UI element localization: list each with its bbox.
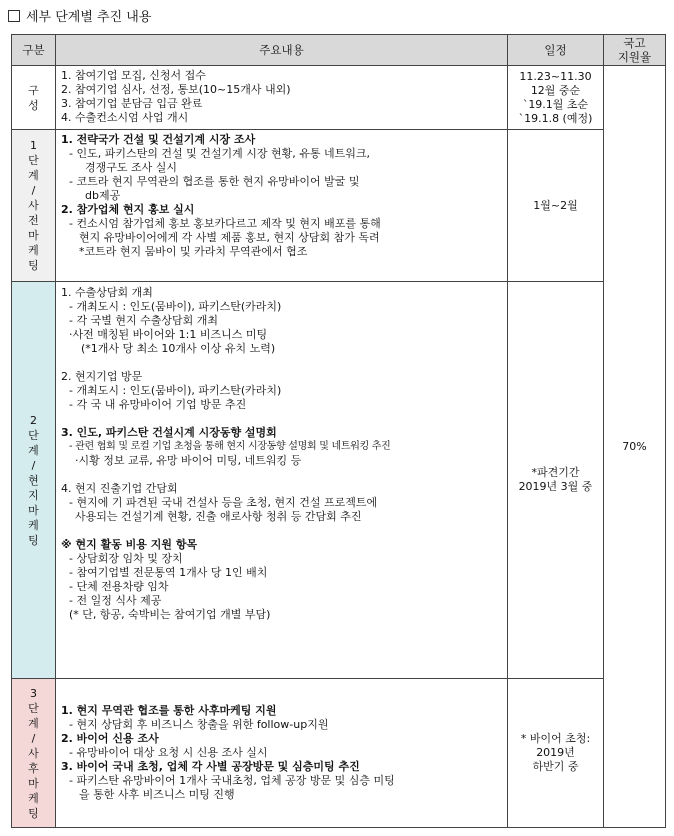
content-line: - 참여기업별 전문통역 1개사 당 1인 배치 bbox=[69, 566, 268, 579]
content-line: - 개최도시 : 인도(뭄바이), 파키스탄(카라치) bbox=[69, 300, 282, 313]
stage-char: 팅 bbox=[28, 806, 39, 820]
content-line: 3. 참여기업 분담금 입금 완료 bbox=[61, 97, 203, 110]
content-line: 2. 바이어 신용 조사 bbox=[61, 732, 159, 745]
stage-char: 팅 bbox=[28, 259, 39, 272]
stage-char: 케 bbox=[28, 791, 39, 805]
stage-char: 3 bbox=[30, 686, 37, 700]
content-spacer bbox=[61, 524, 502, 538]
content-line: - 현지 상담회 후 비즈니스 창출을 위한 follow-up지원 bbox=[69, 718, 329, 731]
table-row bbox=[12, 66, 666, 130]
content-line: - 전 일정 식사 제공 bbox=[69, 594, 162, 607]
header-schedule: 일정 bbox=[508, 35, 604, 66]
content-line: - 파키스탄 유망바이어 1개사 국내초청, 업체 공장 방문 및 심층 미팅 bbox=[69, 774, 395, 787]
stage-char: 케 bbox=[28, 244, 39, 257]
stage-char: / bbox=[31, 458, 36, 472]
content-spacer bbox=[61, 412, 502, 426]
content-line: - 각 국 내 유망바이어 기업 방문 추진 bbox=[69, 398, 247, 411]
stage-char: 마 bbox=[28, 503, 39, 517]
stage-char: 사 bbox=[28, 746, 39, 760]
schedule-line: 하반기 중 bbox=[532, 760, 579, 773]
stage-char: 마 bbox=[28, 229, 39, 242]
stage-char: / bbox=[31, 184, 36, 197]
table-row bbox=[12, 282, 666, 679]
stage-char: 후 bbox=[28, 761, 39, 775]
content-line: 사용되는 건설기계 현황, 진출 애로사항 청취 등 간담회 추진 bbox=[75, 510, 362, 523]
stage-cell bbox=[12, 130, 56, 282]
stage-cell bbox=[12, 66, 56, 130]
stage-char: / bbox=[31, 731, 36, 745]
schedule-line: 12월 중순 bbox=[530, 83, 581, 97]
stage-cell bbox=[12, 679, 56, 828]
content-line: - 코트라 현지 무역관의 협조를 통한 현지 유망바이어 발굴 및 bbox=[69, 175, 360, 188]
content-line: (*1개사 당 최소 10개사 이상 유치 노력) bbox=[81, 342, 276, 355]
rate-cell: 70% bbox=[604, 66, 666, 828]
content-line: - 개최도시 : 인도(뭄바이), 파키스탄(카라치) bbox=[69, 384, 282, 397]
table-row bbox=[12, 130, 666, 282]
stage-char: 지 bbox=[28, 488, 39, 502]
schedule-cell bbox=[508, 679, 604, 828]
content-line: - 상담회장 임차 및 장치 bbox=[69, 552, 183, 565]
content-line: 1. 전략국가 건설 및 건설기계 시장 조사 bbox=[61, 133, 256, 146]
schedule-line: `19.1.8 (예정) bbox=[518, 111, 593, 125]
stage-char: 마 bbox=[28, 776, 39, 790]
header-rate bbox=[604, 35, 666, 66]
section-heading bbox=[8, 6, 151, 25]
content-line: 4. 현지 진출기업 간담회 bbox=[61, 482, 178, 495]
header-row bbox=[12, 35, 666, 66]
content-line: 1. 참여기업 모집, 신청서 접수 bbox=[61, 69, 206, 82]
stage-char: 단 bbox=[28, 701, 39, 715]
stage-char: 단 bbox=[28, 428, 39, 442]
content-cell bbox=[56, 130, 508, 282]
content-line: 현지 유망바이어에게 각 사별 제품 홍보, 현지 상담회 참가 독려 bbox=[79, 231, 380, 244]
schedule-cell bbox=[508, 130, 604, 282]
stage-cell bbox=[12, 282, 56, 679]
schedule-line: 2019년 3월 중 bbox=[518, 480, 593, 493]
heading-text: 세부 단계별 추진 내용 bbox=[26, 10, 152, 25]
header-rate-line1: 국고 bbox=[623, 36, 646, 50]
schedule-cell bbox=[508, 66, 604, 130]
content-line: 1. 현지 무역관 협조를 통한 사후마케팅 지원 bbox=[61, 704, 277, 717]
schedule-line: 2019년 bbox=[536, 746, 575, 759]
content-line: 2. 참여기업 심사, 선정, 통보(10~15개사 내외) bbox=[61, 83, 291, 96]
content-line: 2. 현지기업 방문 bbox=[61, 370, 143, 383]
content-line: ※ 현지 활동 비용 지원 항목 bbox=[61, 538, 198, 551]
schedule-table bbox=[11, 34, 666, 828]
content-line: - 컨소시엄 참가업체 홍보 홍보카다르고 제작 및 현지 배포를 통해 bbox=[69, 217, 381, 230]
stage-char: 성 bbox=[28, 98, 39, 112]
stage-char: 구 bbox=[28, 83, 39, 97]
content-line: 3. 바이어 국내 초청, 업체 각 사별 공장방문 및 심층미팅 추진 bbox=[61, 760, 360, 773]
content-line: ·사전 매칭된 바이어와 1:1 비즈니스 미팅 bbox=[69, 328, 268, 341]
header-content: 주요내용 bbox=[56, 35, 508, 66]
stage-char: 사 bbox=[28, 199, 39, 212]
content-line: db제공 bbox=[85, 189, 121, 202]
content-cell bbox=[56, 679, 508, 828]
schedule-line: * 바이어 초청: bbox=[520, 732, 591, 745]
stage-char: 단 bbox=[28, 154, 39, 167]
content-line: - 유망바이어 대상 요청 시 신용 조사 실시 bbox=[69, 746, 268, 759]
schedule-line: 11.23~11.30 bbox=[519, 69, 592, 83]
content-line: ·시황 정보 교류, 유망 바이어 미팅, 네트워킹 등 bbox=[75, 454, 302, 467]
content-line: (* 단, 항공, 숙박비는 참여기업 개별 부담) bbox=[69, 608, 271, 621]
stage-char: 팅 bbox=[28, 533, 39, 547]
content-line: - 인도, 파키스탄의 건설 및 건설기계 시장 현황, 유통 네트워크, bbox=[69, 147, 370, 160]
stage-char: 1 bbox=[30, 139, 37, 152]
content-line: 4. 수출컨소시엄 사업 개시 bbox=[61, 111, 189, 124]
header-rate-line2: 지원율 bbox=[617, 50, 652, 64]
schedule-line: 1월~2월 bbox=[533, 198, 578, 212]
content-line: - 각 국별 현지 수출상담회 개최 bbox=[69, 314, 218, 327]
stage-char: 케 bbox=[28, 518, 39, 532]
checkbox-square-icon bbox=[8, 10, 20, 22]
content-spacer bbox=[61, 468, 502, 482]
header-category: 구분 bbox=[12, 35, 56, 66]
content-line: 경쟁구도 조사 실시 bbox=[85, 161, 178, 174]
content-spacer bbox=[61, 356, 502, 370]
content-line: - 관련 협회 및 로컬 기업 초청을 통해 현지 시장동향 설명회 및 네트워킹 추진 bbox=[69, 441, 391, 452]
content-line: 2. 참가업체 현지 홍보 실시 bbox=[61, 203, 195, 216]
table-row bbox=[12, 679, 666, 828]
schedule-line: *파견기간 bbox=[531, 466, 580, 479]
stage-char: 계 bbox=[28, 443, 39, 457]
stage-char: 전 bbox=[28, 214, 39, 227]
schedule-line: `19.1월 초순 bbox=[522, 97, 589, 111]
content-line: 3. 인도, 파키스탄 건설시계 시장동향 설명회 bbox=[61, 426, 277, 439]
content-line: 을 통한 사후 비즈니스 미팅 진행 bbox=[79, 788, 235, 801]
stage-char: 계 bbox=[28, 169, 39, 182]
stage-char: 2 bbox=[30, 413, 37, 427]
content-cell bbox=[56, 66, 508, 130]
content-cell bbox=[56, 282, 508, 679]
content-line: *코트라 현지 뭄바이 및 카라치 무역관에서 협조 bbox=[79, 245, 308, 258]
schedule-cell bbox=[508, 282, 604, 679]
stage-char: 현 bbox=[28, 473, 39, 487]
stage-char: 계 bbox=[28, 716, 39, 730]
content-line: - 단체 전용차량 임차 bbox=[69, 580, 169, 593]
content-line: 1. 수출상담회 개최 bbox=[61, 286, 153, 299]
content-line: - 현지에 기 파견된 국내 건설사 등을 초청, 현지 건설 프로젝트에 bbox=[69, 496, 378, 509]
